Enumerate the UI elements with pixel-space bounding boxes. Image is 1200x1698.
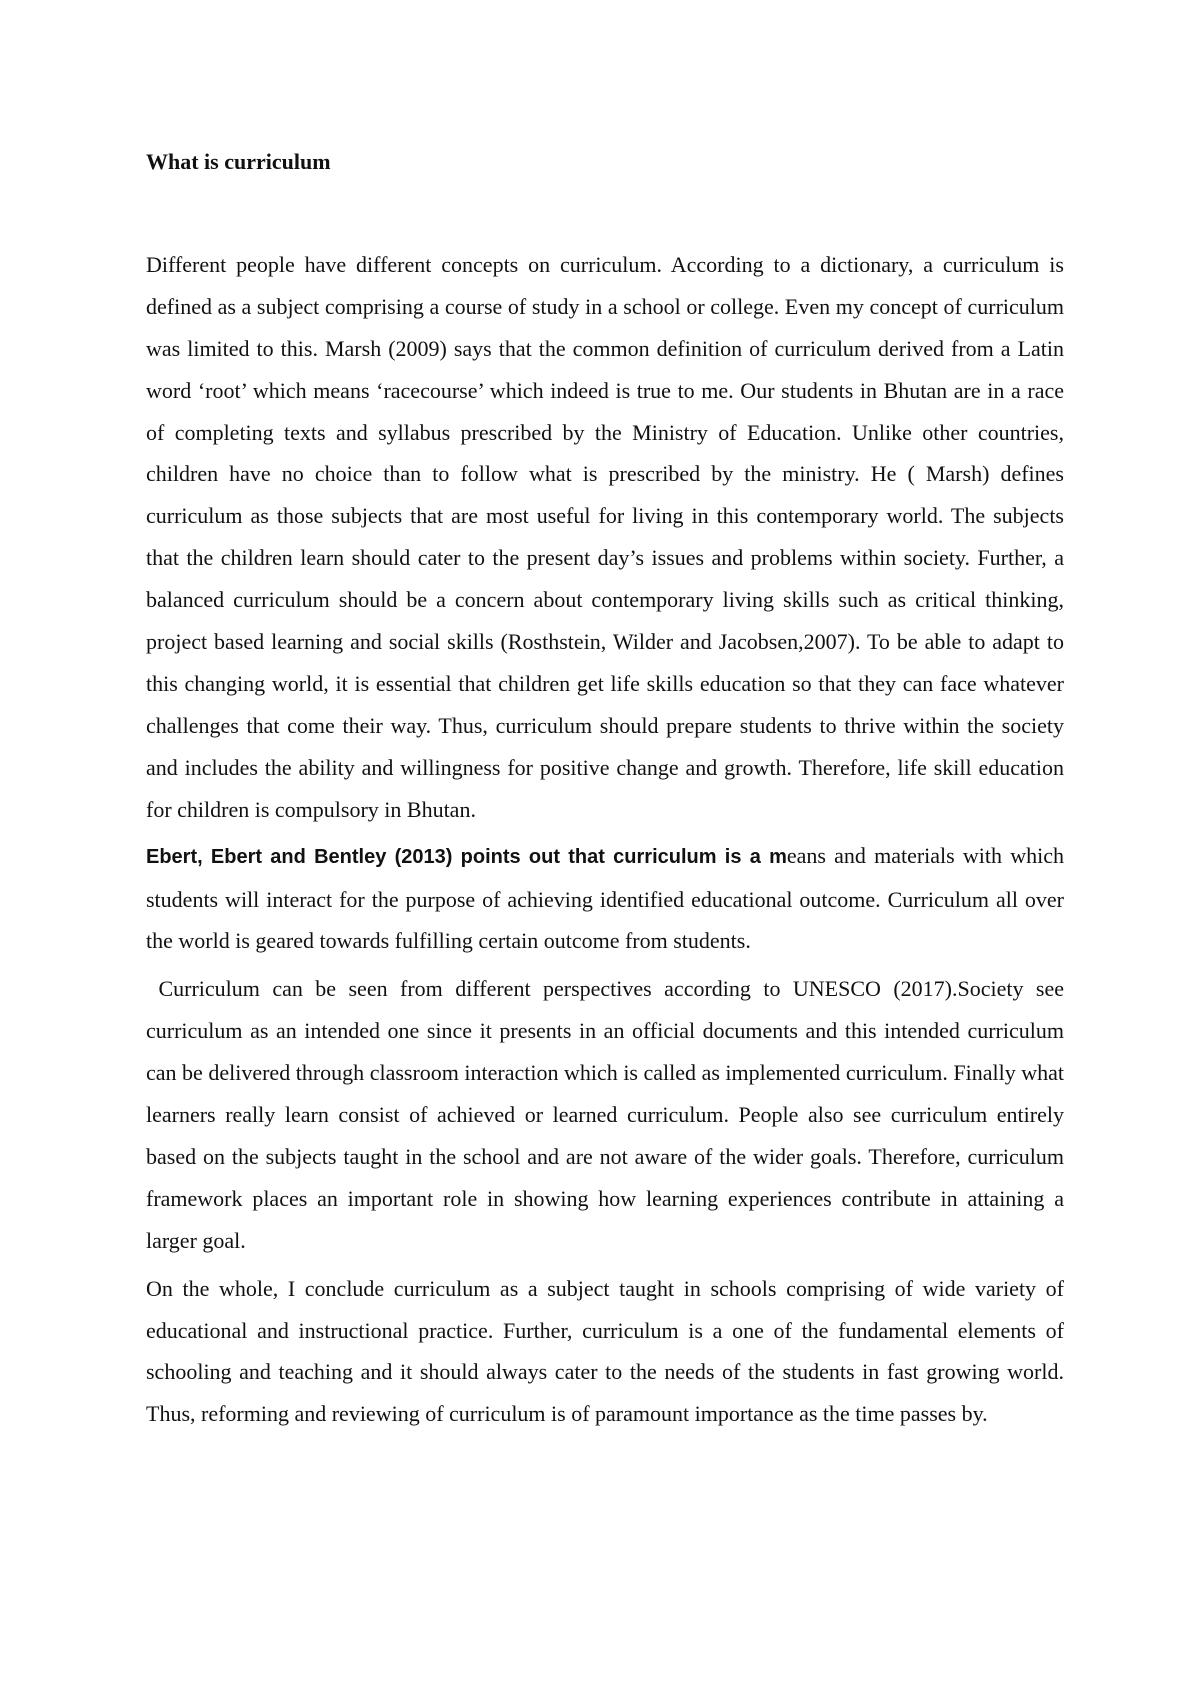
paragraph-unesco-perspectives: [146, 968, 1064, 1261]
paragraph-ebert-citation: [146, 835, 1064, 963]
document-title: What is curriculum: [146, 149, 331, 174]
document-body: [146, 141, 1064, 1441]
paragraph-ebert-text: eans and materials with which students will interact for the purpose of achieving identified educational outcome. Curriculum all over the world is geared towards fulfilling certain outcome from students.: [146, 842, 1064, 954]
paragraph-conclusion: On the whole, I conclude curriculum as a subject taught in schools comprising of wide variety of educational and instructional practice. Further, curriculum is a one of the fundamental elements of schooling and teaching and it should always cater to the needs of the students in fast growing world. Thus, reforming and reviewing of curriculum is of paramount importance as the time passes by.: [146, 1275, 1064, 1427]
paragraph-definitions: Different people have different concepts on curriculum. According to a dictionary, a curriculum is defined as a subject comprising a course of study in a school or college. Even my concept of curriculum was limited to this. Marsh (2009) says that the common definition of curriculum derived from a Latin word ‘root’ which means ‘racecourse’ which indeed is true to me. Our students in Bhutan are in a race of completing texts and syllabus prescribed by the Ministry of Education. Unlike other countries, children have no choice than to follow what is prescribed by the ministry. He ( Marsh) defines curriculum as those subjects that are most useful for living in this contemporary world. The subjects that the children learn should cater to the present day’s issues and problems within society. Further, a balanced curriculum should be a concern about contemporary living skills such as critical thinking, project based learning and social skills (Rosthstein, Wilder and Jacobsen,2007). To be able to adapt to this changing world, it is essential that children get life skills education so that they can face whatever challenges that come their way. Thus, curriculum should prepare students to thrive within the society and includes the ability and willingness for positive change and growth. Therefore, life skill education for children is compulsory in Bhutan.: [146, 251, 1064, 822]
bold-citation-lead: Ebert, Ebert and Bentley (2013) points out that curriculum is a m: [146, 845, 787, 868]
paragraph-unesco-text: Curriculum can be seen from different perspectives according to UNESCO (2017).Society see curriculum as an intended one since it presents in an official documents and this intended curriculum can be delivered through classroom interaction which is called as implemented curriculum. Finally what learners really learn consist of achieved or learned curriculum. People also see curriculum entirely based on the subjects taught in the school and are not aware of the wider goals. Therefore, curriculum framework places an important role in showing how learning experiences contribute in attaining a larger goal.: [146, 976, 1065, 1253]
